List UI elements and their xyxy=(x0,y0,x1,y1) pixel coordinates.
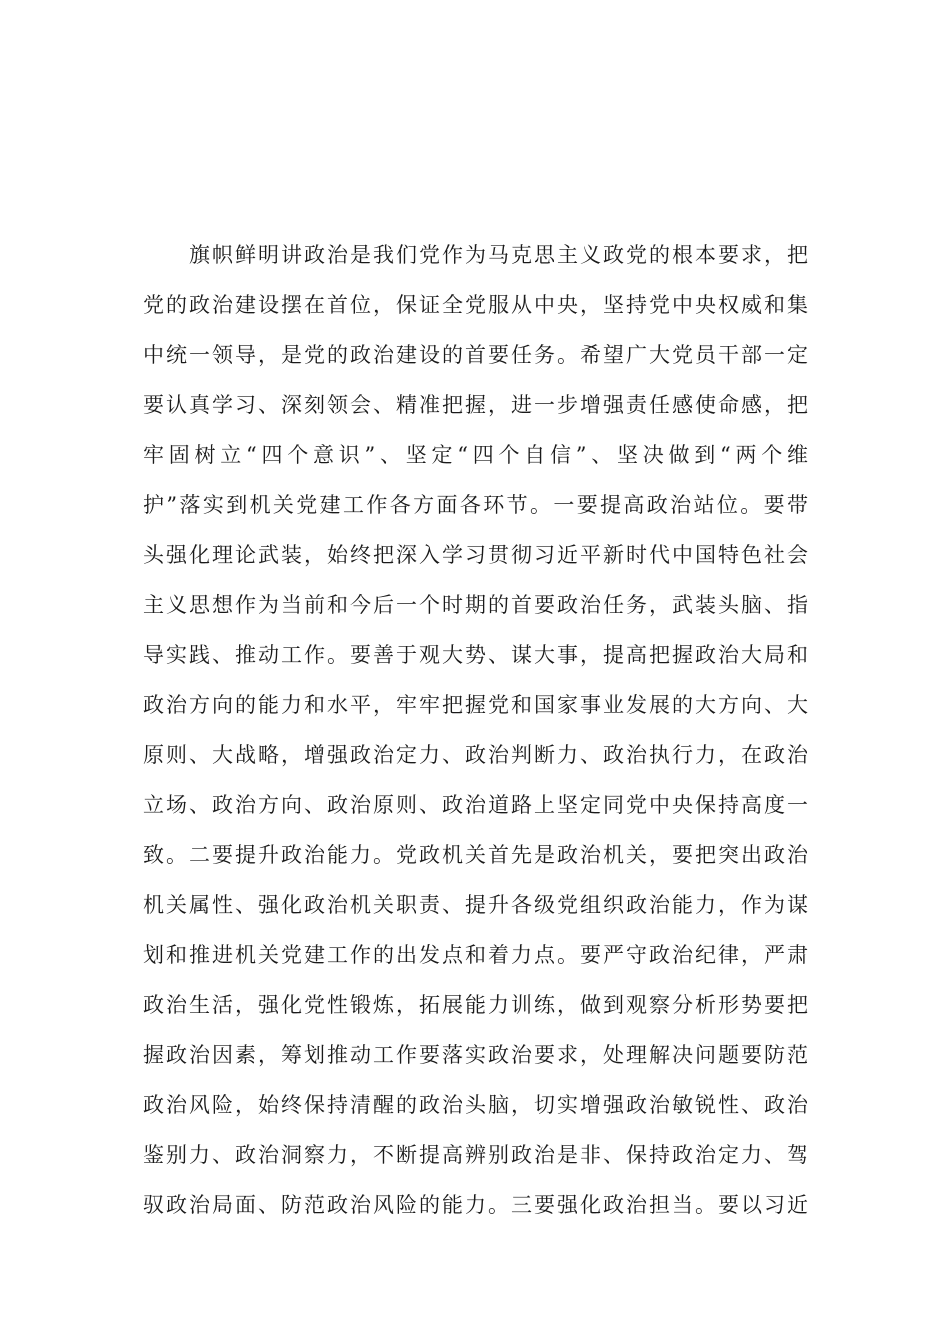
paragraph-line: 机关属性、强化政治机关职责、提升各级党组织政治能力，作为谋 xyxy=(143,893,808,917)
body-paragraph xyxy=(143,230,808,1230)
paragraph-line: 党的政治建设摆在首位，保证全党服从中央，坚持党中央权威和集 xyxy=(143,293,808,317)
paragraph-line: 立场、政治方向、政治原则、政治道路上坚定同党中央保持高度一 xyxy=(143,793,808,817)
paragraph-line: 握政治因素，筹划推动工作要落实政治要求，处理解决问题要防范 xyxy=(143,1043,808,1067)
paragraph-line: 要认真学习、深刻领会、精准把握，进一步增强责任感使命感，把 xyxy=(143,393,808,417)
paragraph-line: 牢固树立“四个意识”、坚定“四个自信”、坚决做到“两个维 xyxy=(143,443,808,467)
paragraph-line: 旗帜鲜明讲政治是我们党作为马克思主义政党的根本要求，把 xyxy=(189,243,808,267)
paragraph-line: 政治风险，始终保持清醒的政治头脑，切实增强政治敏锐性、政治 xyxy=(143,1093,808,1117)
paragraph-line: 致。二要提升政治能力。党政机关首先是政治机关，要把突出政治 xyxy=(143,843,808,867)
paragraph-line: 原则、大战略，增强政治定力、政治判断力、政治执行力，在政治 xyxy=(143,743,808,767)
paragraph-line: 划和推进机关党建工作的出发点和着力点。要严守政治纪律，严肃 xyxy=(143,943,808,967)
paragraph-line: 政治生活，强化党性锻炼，拓展能力训练，做到观察分析形势要把 xyxy=(143,993,808,1017)
paragraph-line: 鉴别力、政治洞察力，不断提高辨别政治是非、保持政治定力、驾 xyxy=(143,1143,808,1167)
paragraph-line: 护”落实到机关党建工作各方面各环节。一要提高政治站位。要带 xyxy=(143,493,808,517)
paragraph-line: 导实践、推动工作。要善于观大势、谋大事，提高把握政治大局和 xyxy=(143,643,808,667)
paragraph-line: 主义思想作为当前和今后一个时期的首要政治任务，武装头脑、指 xyxy=(143,593,808,617)
paragraph-line: 驭政治局面、防范政治风险的能力。三要强化政治担当。要以习近 xyxy=(143,1193,808,1217)
paragraph-line: 中统一领导，是党的政治建设的首要任务。希望广大党员干部一定 xyxy=(143,343,808,367)
paragraph-line: 头强化理论武装，始终把深入学习贯彻习近平新时代中国特色社会 xyxy=(143,543,808,567)
paragraph-line: 政治方向的能力和水平，牢牢把握党和国家事业发展的大方向、大 xyxy=(143,693,808,717)
